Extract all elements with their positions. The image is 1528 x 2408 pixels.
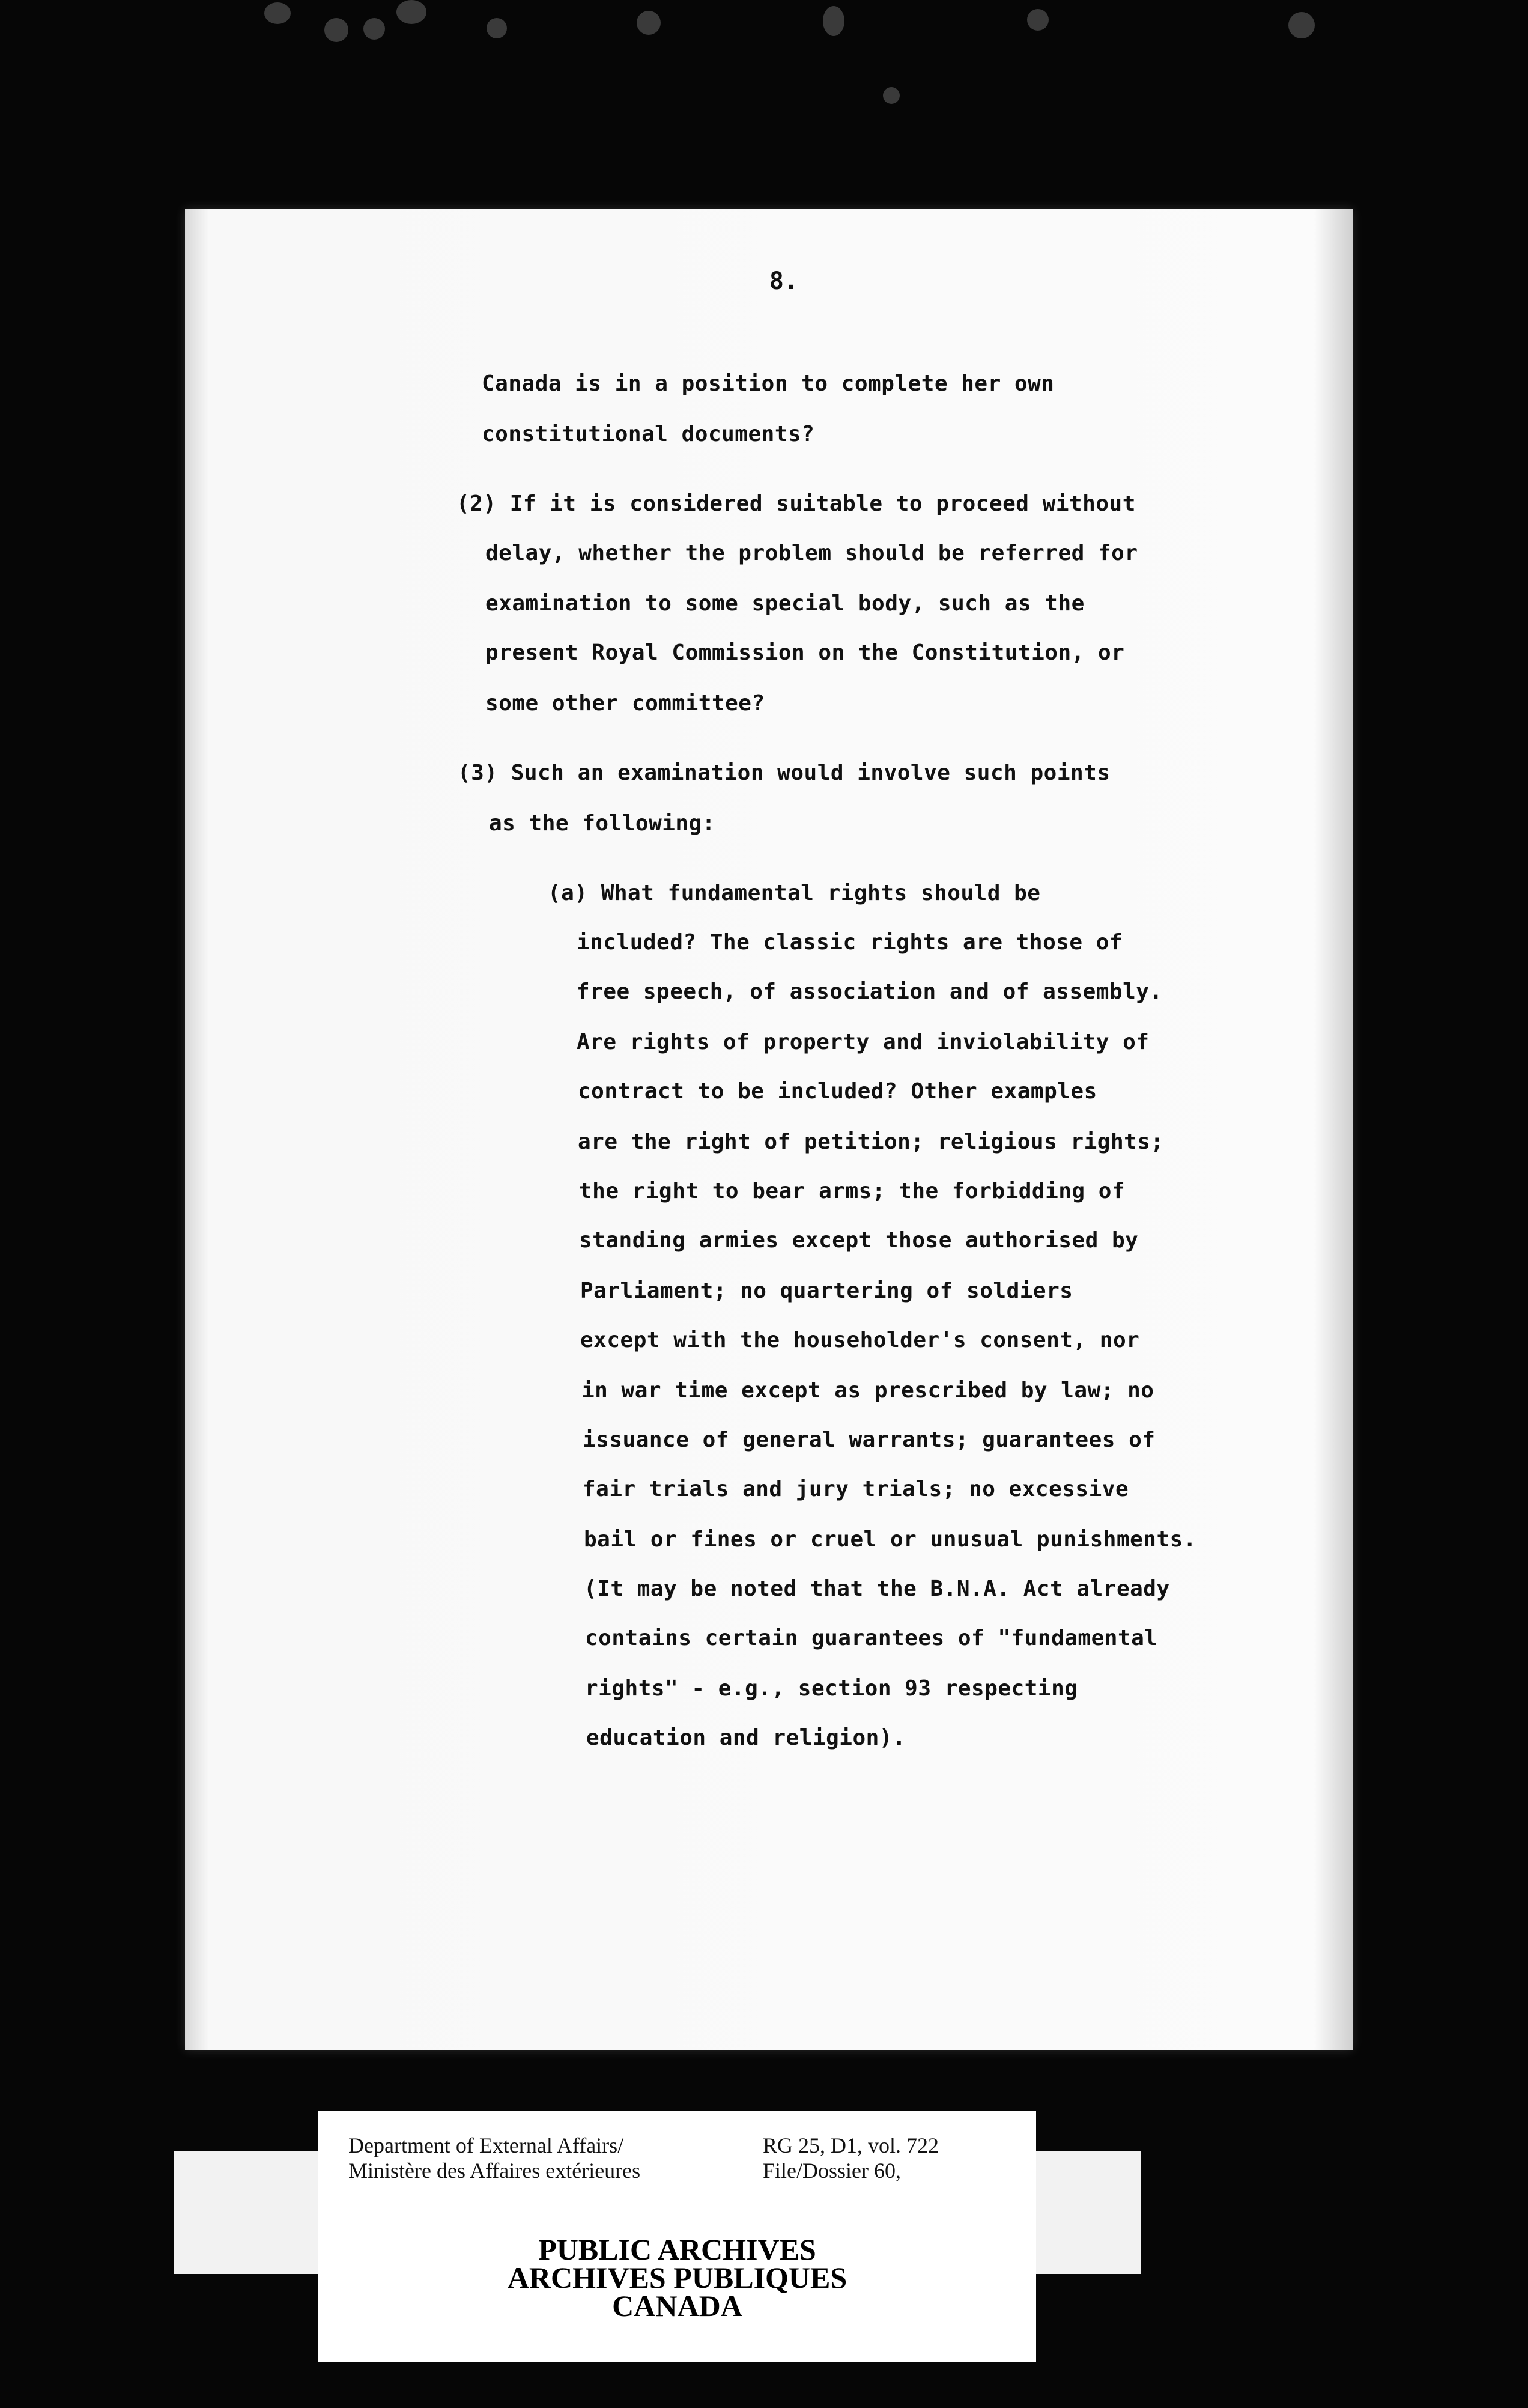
archives-country: CANADA	[612, 2289, 742, 2323]
text-line: present Royal Commission on the Constitution, or	[485, 640, 1125, 665]
text-line: are the right of petition; religious rights;	[578, 1130, 1164, 1154]
text-line: (3) Such an examination would involve such points	[458, 761, 1111, 785]
film-speck	[363, 18, 385, 40]
text-line: some other committee?	[485, 691, 765, 716]
text-line: constitutional documents?	[482, 422, 815, 446]
text-line: except with the householder's consent, nor	[580, 1328, 1140, 1352]
text-line: contains certain guarantees of "fundamental	[585, 1626, 1158, 1650]
text-line: Canada is in a position to complete her own	[482, 371, 1055, 396]
file-reference: File/Dossier 60,	[763, 2159, 901, 2183]
record-group-reference: RG 25, D1, vol. 722	[763, 2133, 939, 2157]
text-line: in war time except as prescribed by law; no	[581, 1378, 1154, 1403]
text-line: delay, whether the problem should be referred for	[485, 541, 1138, 565]
text-line: bail or fines or cruel or unusual punishments.	[584, 1527, 1196, 1552]
film-speck	[883, 87, 900, 104]
text-line: the right to bear arms; the forbidding of	[579, 1179, 1126, 1203]
text-line: free speech, of association and of assembly.	[577, 979, 1163, 1004]
film-speck	[264, 2, 291, 24]
text-line: (2) If it is considered suitable to proceed without	[456, 491, 1136, 516]
text-line: Parliament; no quartering of soldiers	[580, 1278, 1073, 1303]
text-line: included? The classic rights are those of	[577, 930, 1123, 955]
text-line: examination to some special body, such as the	[485, 591, 1085, 616]
film-speck	[396, 0, 426, 24]
archives-title-fr: ARCHIVES PUBLIQUES	[507, 2261, 847, 2294]
text-line: rights" - e.g., section 93 respecting	[585, 1676, 1078, 1701]
department-en: Department of External Affairs/	[348, 2133, 624, 2157]
film-speck	[637, 11, 661, 35]
department-fr: Ministère des Affaires extérieures	[348, 2159, 641, 2183]
text-line: issuance of general warrants; guarantees of	[583, 1427, 1156, 1452]
text-line: Are rights of property and inviolability of	[577, 1030, 1150, 1054]
text-line: (It may be noted that the B.N.A. Act already	[584, 1576, 1170, 1601]
text-line: fair trials and jury trials; no excessive	[583, 1477, 1129, 1501]
film-speck	[487, 18, 507, 38]
text-line: contract to be included? Other examples	[578, 1079, 1097, 1104]
page-number: 8.	[769, 267, 799, 295]
archives-title-en: PUBLIC ARCHIVES	[538, 2233, 816, 2266]
film-speck	[1288, 12, 1315, 38]
text-line: standing armies except those authorised by	[579, 1228, 1139, 1253]
film-speck	[1027, 9, 1049, 31]
archives-label	[318, 2111, 1036, 2362]
text-line: (a) What fundamental rights should be	[548, 881, 1041, 905]
film-speck	[823, 6, 844, 36]
text-line: as the following:	[489, 811, 715, 836]
text-line: education and religion).	[586, 1725, 906, 1750]
film-speck	[324, 18, 348, 42]
